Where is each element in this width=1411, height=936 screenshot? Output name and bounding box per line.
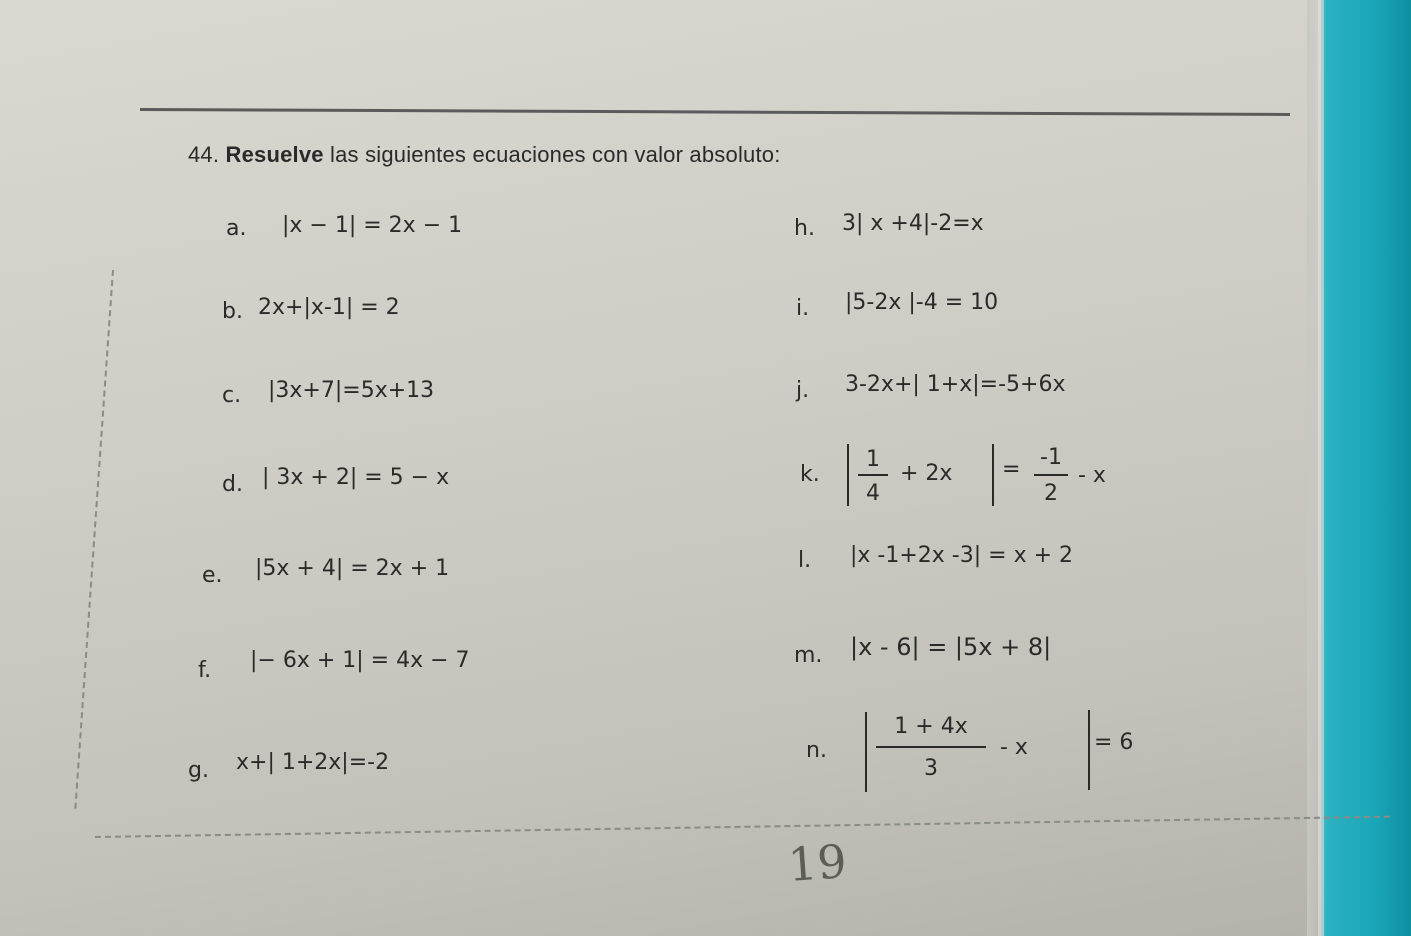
item-label-i: i. [796,296,810,321]
item-label-m: m. [794,643,823,668]
item-label-l: l. [798,548,812,573]
equation-i: |5-2x |-4 = 10 [845,290,999,315]
fraction-numerator: 1 [866,447,880,472]
item-label-a: a. [226,216,247,241]
item-label-f: f. [198,658,212,683]
item-label-k: k. [800,462,820,487]
abs-bar-right [992,444,994,506]
middle-term: + 2x [900,461,953,486]
fraction-numerator: -1 [1040,445,1062,470]
top-rule [140,108,1290,116]
item-label-c: c. [222,383,242,408]
equation-e: |5x + 4| = 2x + 1 [255,556,450,581]
fraction-denominator: 2 [1044,481,1058,506]
fraction-line [1034,474,1068,476]
exercise-instruction: las siguientes ecuaciones con valor absoluto: [323,142,781,167]
bottom-dashed-border [95,816,1390,838]
equation-d: | 3x + 2| = 5 − x [262,465,450,490]
abs-bar-right [1088,710,1090,790]
equals-sign: = [1002,457,1021,482]
fraction-line [876,746,986,748]
handwritten-page-number: 19 [786,834,849,892]
exercise-number: 44. [188,142,220,167]
equation-c: |3x+7|=5x+13 [268,378,435,403]
teal-folder-edge [1321,0,1411,936]
paper-edge [1318,0,1324,936]
item-label-n: n. [806,738,827,763]
equation-a: |x − 1| = 2x − 1 [282,213,463,238]
exercise-title [188,142,781,168]
item-label-g: g. [188,758,209,783]
item-label-b: b. [222,299,243,324]
equation-j: 3-2x+| 1+x|=-5+6x [845,372,1066,397]
item-label-d: d. [222,472,243,497]
item-label-j: j. [796,378,810,403]
equation-g: x+| 1+2x|=-2 [236,750,390,775]
tail-term: - x [1078,463,1106,488]
equals-six: = 6 [1094,730,1134,755]
tail-term: - x [1000,735,1028,760]
equation-l: |x -1+2x -3| = x + 2 [850,543,1074,568]
fraction-denominator: 3 [924,756,938,781]
fraction-line [858,474,888,476]
equation-m: |x - 6| = |5x + 8| [850,633,1052,661]
left-dashed-border [74,270,114,809]
equation-f: |− 6x + 1| = 4x − 7 [250,648,470,673]
fraction-denominator: 4 [866,481,880,506]
exercise-verb: Resuelve [225,142,324,167]
item-label-e: e. [202,563,223,588]
fraction-numerator: 1 + 4x [894,714,968,739]
abs-bar-left [865,712,867,792]
equation-h: 3| x +4|-2=x [842,211,984,236]
abs-bar-left [847,444,849,506]
equation-b: 2x+|x-1| = 2 [258,295,400,320]
item-label-h: h. [794,216,815,241]
